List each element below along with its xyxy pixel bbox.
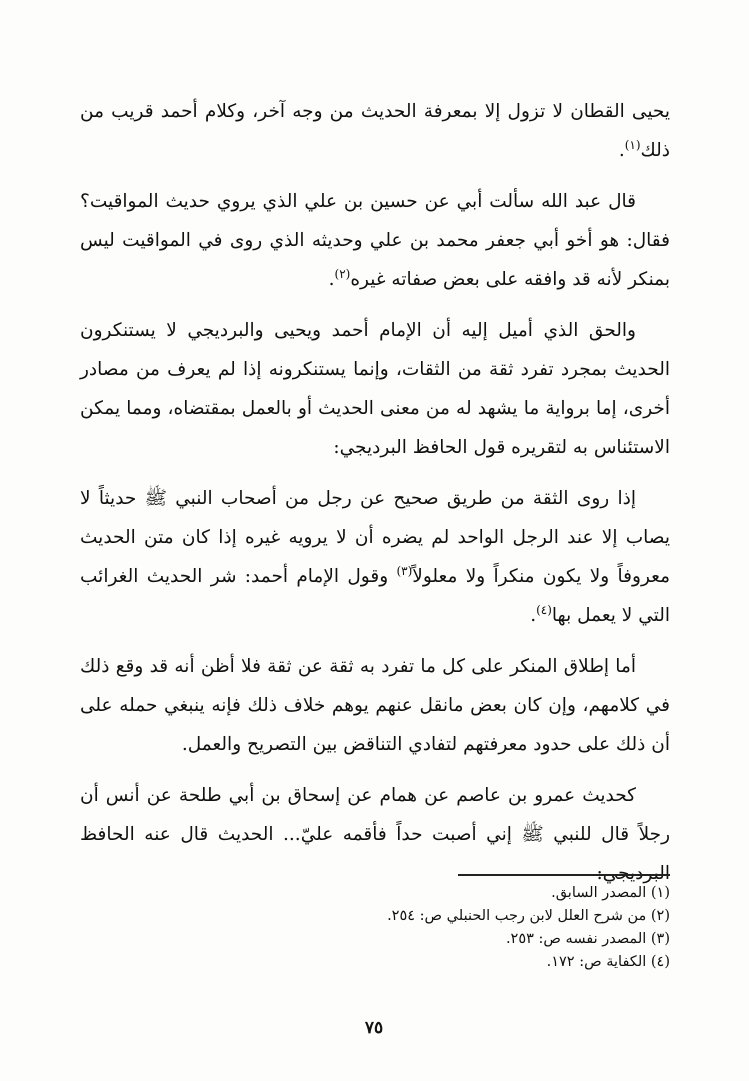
paragraph-text: قال عبد الله سألت أبي عن حسين بن علي الذي يروي حديث المواقيت؟ فقال: هو أخو أبي جعفر محمد بن علي وحديثه الذي روى في المواقيت ليس بمنكر لأنه قد وافقه على بعض صفاته غيره xyxy=(80,191,670,290)
paragraph-4-quote xyxy=(80,479,670,635)
footnotes-section xyxy=(80,882,670,974)
footnote-ref[interactable]: (٢) xyxy=(334,266,351,281)
footnote-ref[interactable]: (١) xyxy=(624,137,641,152)
paragraph-text: والحق الذي أميل إليه أن الإمام أحمد ويحيى والبرديجي لا يستنكرون الحديث بمجرد تفرد ثقة من الثقات، وإنما يستنكرونه إذا لم يعرف من مصادر أخرى، إما برواية ما يشهد له من معنى الحديث أو بالعمل بمقتضاه، ومما يمكن الاستئناس به لتقريره قول الحافظ البرديجي: xyxy=(80,320,670,458)
paragraph-tail: . xyxy=(530,605,537,626)
paragraph-text: يحيى القطان لا تزول إلا بمعرفة الحديث من وجه آخر، وكلام أحمد قريب من ذلك xyxy=(80,101,670,161)
paragraph-text: إذا روى الثقة من طريق صحيح عن رجل من أصحاب النبي ﷺ حديثاً لا يصاب إلا عند الرجل الواحد لم يضره أن لا يرويه غيره إذا كان متن الحديث معروفاً ولا يكون منكراً ولا معلولاً xyxy=(80,488,670,587)
paragraph-tail: . xyxy=(328,269,335,290)
footnote-2: (٢) من شرح العلل لابن رجب الحنبلي ص: ٢٥٤. xyxy=(387,908,670,924)
paragraph-text: كحديث عمرو بن عاصم عن همام عن إسحاق بن أبي طلحة عن أنس أن رجلاً قال للنبي ﷺ إني أصبت حداً فأقمه عليّ... الحديث قال عنه الحافظ البرديجي: xyxy=(80,785,670,884)
footnote-divider xyxy=(458,874,670,876)
page-number: ٧٥ xyxy=(364,1018,384,1038)
paragraph-1 xyxy=(80,92,670,170)
paragraph-2 xyxy=(80,182,670,299)
footnote-1: (١) المصدر السابق. xyxy=(551,885,670,901)
footnote-4: (٤) الكفاية ص: ١٧٢. xyxy=(546,954,670,970)
paragraph-tail: . xyxy=(618,140,625,161)
footnote-ref[interactable]: (٣) xyxy=(396,563,413,578)
footnote-ref[interactable]: (٤) xyxy=(536,602,552,617)
paragraph-text: أما إطلاق المنكر على كل ما تفرد به ثقة عن ثقة فلا أظن أنه قد وقع ذلك في كلامهم، وإن كان بعض مانقل عنهم يوهم خلاف ذلك فإنه ينبغي حمله على أن ذلك على حدود معرفتهم لتفادي التناقض بين التصريح والعمل. xyxy=(80,656,670,755)
paragraph-text-continued: وقول الإمام أحمد: شر الحديث الغرائب التي لا يعمل بها xyxy=(80,566,670,626)
paragraph-5 xyxy=(80,647,670,764)
paragraph-3 xyxy=(80,311,670,467)
footnote-3: (٣) المصدر نفسه ص: ٢٥٣. xyxy=(505,931,670,947)
main-text xyxy=(80,92,670,905)
